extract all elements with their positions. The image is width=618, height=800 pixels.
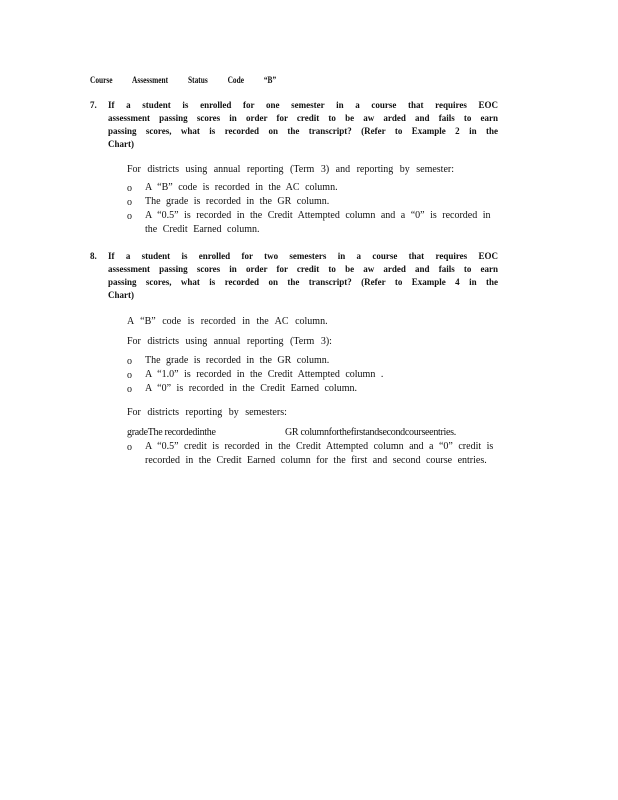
sub-bullet-text: The grade is recorded in the GR column. (145, 355, 330, 366)
question-line: If a student is enrolled for one semester in a course that requires EOC (108, 100, 498, 110)
sub-bullet-text: A “0.5” credit is recorded in the Credit Attempted column and a “0” credit is (145, 441, 494, 452)
sub-bullet-text: A “0” is recorded in the Credit Earned column. (145, 383, 357, 394)
bullet-text: For districts using annual reporting (Term 3) and reporting by semester: (127, 164, 455, 175)
header-b: “B” (263, 75, 277, 85)
sub-bullet-text: A “1.0” is recorded in the Credit Attempted column . (145, 369, 384, 380)
question-text (108, 99, 498, 151)
sub-bullet-text: A “0.5” is recorded in the Credit Attempted column and a “0” is recorded in (145, 210, 491, 221)
bullet-text: For districts using annual reporting (Term 3): (127, 336, 332, 347)
overlapping-text-fragment: gradeThe recordedinthe (127, 427, 216, 438)
sub-bullet-text: the Credit Earned column. (145, 224, 260, 235)
circle-bullet-icon: o (127, 183, 132, 194)
circle-bullet-icon: o (127, 384, 132, 395)
question-line: passing scores, what is recorded on the transcript? (Refer to Example 4 in the (108, 277, 498, 287)
sub-bullet-text: A “B” code is recorded in the AC column. (145, 182, 338, 193)
sub-bullet-text: The grade is recorded in the GR column. (145, 196, 330, 207)
bullet-text: A “B” code is recorded in the AC column. (127, 316, 328, 327)
header-status: Status (188, 75, 208, 85)
question-line: If a student is enrolled for two semesters in a course that requires EOC (108, 251, 498, 261)
question-number: 8. (90, 251, 97, 261)
header-course: Course (90, 75, 113, 85)
bullet-text: For districts reporting by semesters: (127, 407, 287, 418)
header-assessment: Assessment (132, 75, 169, 85)
table-header (90, 75, 294, 85)
question-number: 7. (90, 100, 97, 110)
question-line: Chart) (108, 139, 134, 149)
overlapping-text-fragment: GR columnforthefirstandsecondcourseentries. (285, 427, 456, 438)
question-text (108, 250, 498, 302)
question-line: Chart) (108, 290, 134, 300)
sub-bullet-text: recorded in the Credit Earned column for the first and second course entries. (145, 455, 487, 466)
circle-bullet-icon: o (127, 442, 132, 453)
circle-bullet-icon: o (127, 211, 132, 222)
header-code: Code (227, 75, 244, 85)
question-line: assessment passing scores in order for credit to be aw arded and fails to earn (108, 264, 498, 274)
circle-bullet-icon: o (127, 197, 132, 208)
question-line: assessment passing scores in order for credit to be aw arded and fails to earn (108, 113, 498, 123)
circle-bullet-icon: o (127, 356, 132, 367)
circle-bullet-icon: o (127, 370, 132, 381)
question-line: passing scores, what is recorded on the transcript? (Refer to Example 2 in the (108, 126, 498, 136)
